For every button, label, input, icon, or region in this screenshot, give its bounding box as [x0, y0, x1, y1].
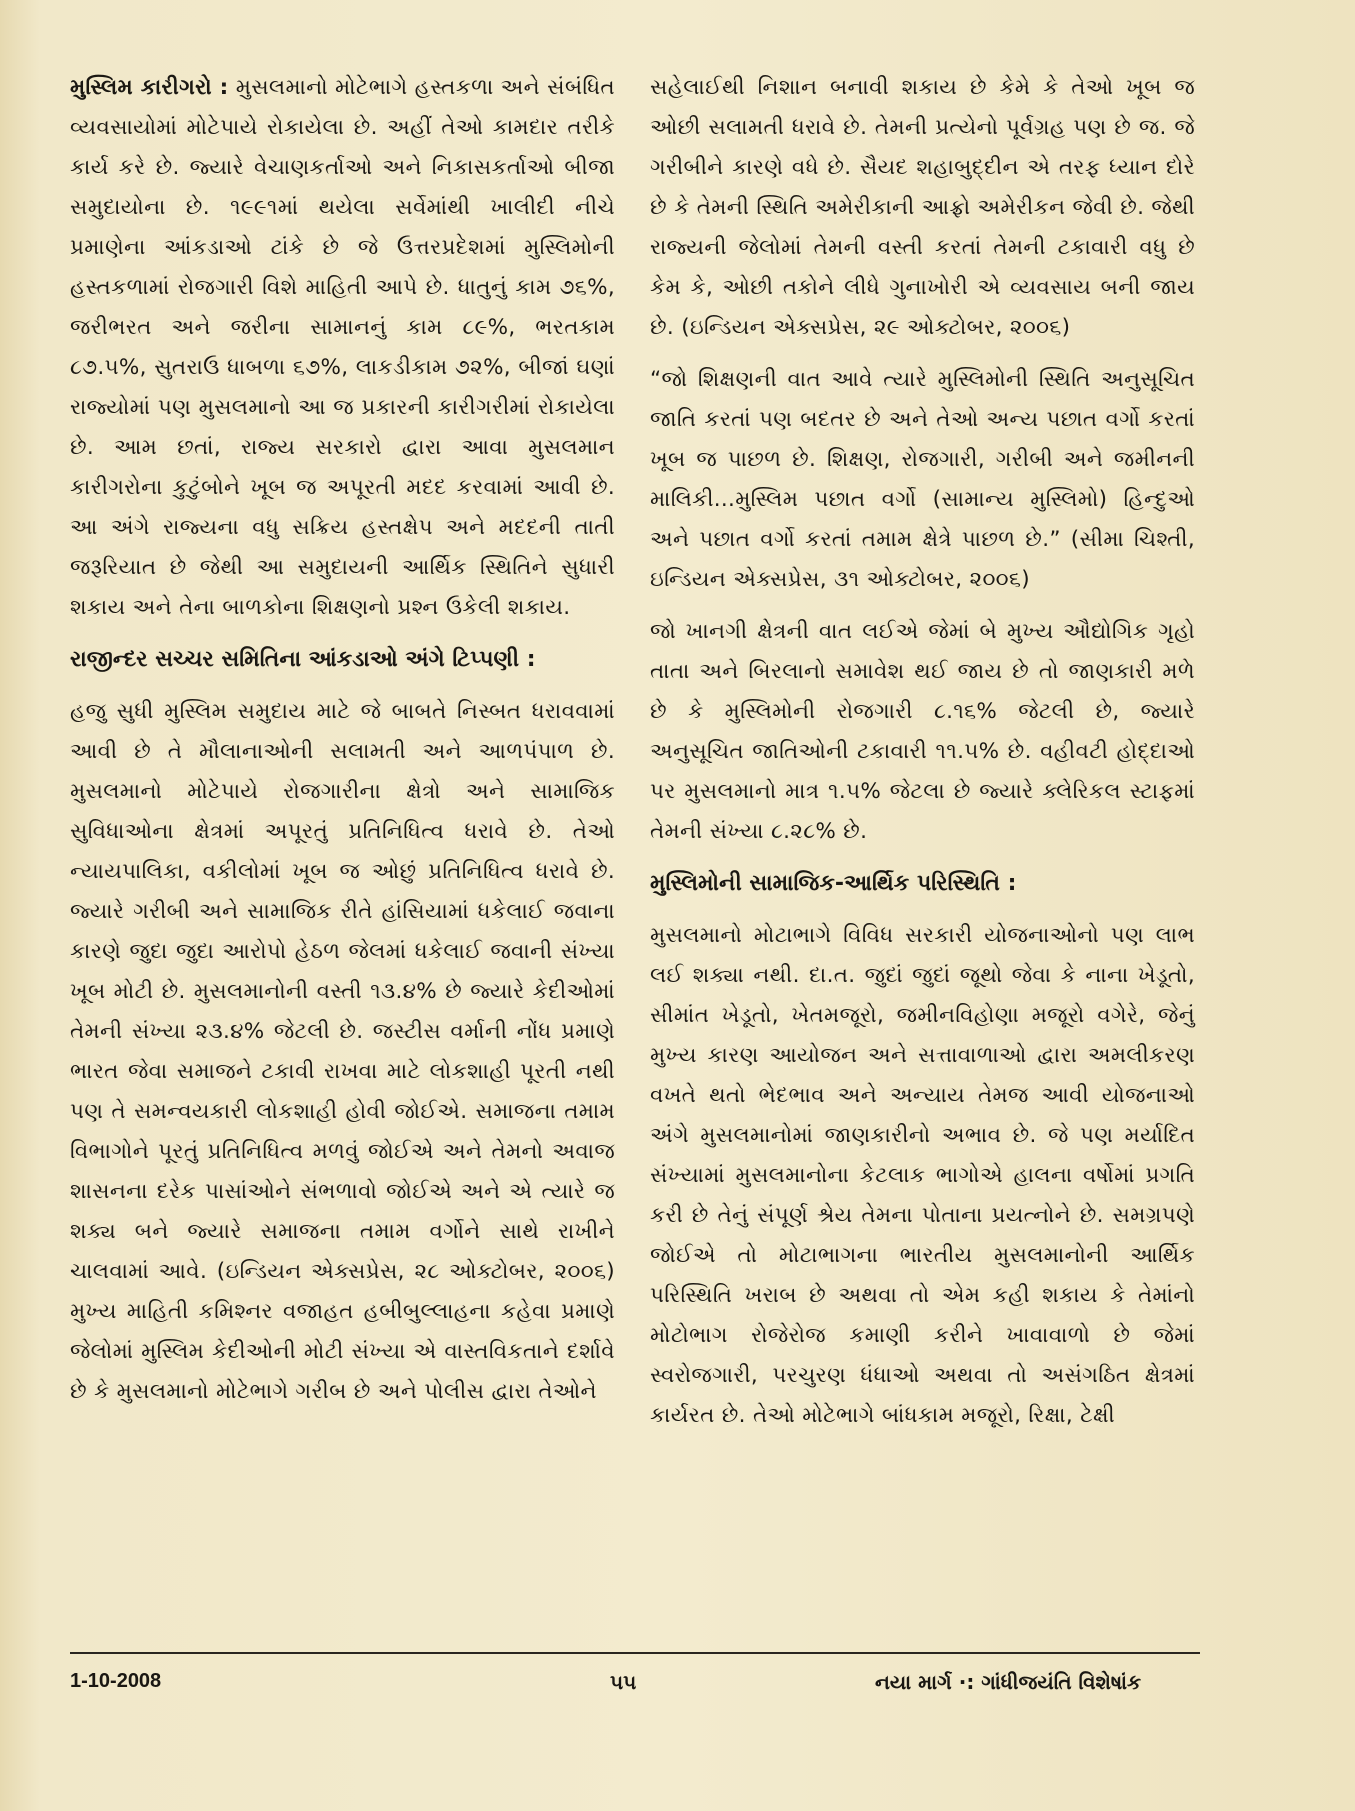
right-column [650, 68, 1195, 1448]
paragraph-education-quote: “જો શિક્ષણની વાત આવે ત્યારે મુસ્લિમોની સ્થિતિ અનુસૂચિત જાતિ કરતાં પણ બદતર છે અને તેઓ અન્ય પછાત વર્ગો કરતાં ખૂબ જ પાછળ છે. શિક્ષણ, રોજગારી, ગરીબી અને જમીનની માલિકી...મુસ્લિમ પછાત વર્ગો (સામાન્ય મુસ્લિમો) હિન્દુઓ અને પછાત વર્ગો કરતાં તમામ ક્ષેત્રે પાછળ છે.” (સીમા ચિશ્તી, ઇન્ડિયન એક્સપ્રેસ, ૩૧ ઓક્ટોબર, ૨૦૦૬) [650, 367, 1195, 592]
issue-date: 1-10-2008 [70, 1670, 162, 1692]
paragraph-sachar: હજુ સુધી મુસ્લિમ સમુદાય માટે જે બાબતે નિસ્બત ધરાવવામાં આવી છે તે મૌલાનાઓની સલામતી અને આળપંપાળ છે. મુસલમાનો મોટેપાયે રોજગારીના ક્ષેત્રો અને સામાજિક સુવિધાઓના ક્ષેત્રમાં અપૂરતું પ્રતિનિધિત્વ ધરાવે છે. તેઓ ન્યાયપાલિકા, વકીલોમાં ખૂબ જ ઓછું પ્રતિનિધિત્વ ધરાવે છે. જ્યારે ગરીબી અને સામાજિક રીતે હાંસિયામાં ધકેલાઈ જવાના કારણે જુદા જુદા આરોપો હેઠળ જેલમાં ધકેલાઈ જવાની સંખ્યા ખૂબ મોટી છે. મુસલમાનોની વસ્તી ૧૩.૪% છે જ્યારે કેદીઓમાં તેમની સંખ્યા ૨૩.૪% જેટલી છે. જસ્ટીસ વર્માની નોંધ પ્રમાણે ભારત જેવા સમાજને ટકાવી રાખવા માટે લોકશાહી પૂરતી નથી પણ તે સમન્વયકારી લોકશાહી હોવી જોઈએ. સમાજના તમામ વિભાગોને પૂરતું પ્રતિનિધિત્વ મળવું જોઈએ અને તેમનો અવાજ શાસનના દરેક પાસાંઓને સંભળાવો જોઈએ અને એ ત્યારે જ શક્ય બને જ્યારે સમાજના તમામ વર્ગોને સાથે રાખીને ચાલવામાં આવે. (ઇન્ડિયન એક્સપ્રેસ, ૨૮ ઓક્ટોબર, ૨૦૦૬) મુખ્ય માહિતી કમિશ્નર વજાહત હબીબુલ્લાહના કહેવા પ્રમાણે જેલોમાં મુસ્લિમ કેદીઓની મોટી સંખ્યા એ વાસ્તવિકતાને દર્શાવે છે કે મુસલમાનો મોટેભાગે ગરીબ છે અને પોલીસ દ્વારા તેઓને [70, 699, 615, 1404]
left-column [70, 68, 615, 1424]
sachar-committee-heading: રાજીન્દર સચ્ચર સમિતિના આંકડાઓ અંગે ટિપ્પણી : [70, 647, 536, 672]
artisans-lead: મુસ્લિમ કારીગરો : [70, 75, 229, 100]
footer-divider [70, 1652, 1200, 1654]
page-number: ૫૫ [610, 1670, 637, 1694]
paragraph-target: સહેલાઈથી નિશાન બનાવી શકાય છે કેમે કે તેઓ ખૂબ જ ઓછી સલામતી ધરાવે છે. તેમની પ્રત્યેનો પૂર્વગ્રહ પણ છે જ. જે ગરીબીને કારણે વધે છે. સૈયદ શહાબુદ્દીન એ તરફ ધ્યાન દોરે છે કે તેમની સ્થિતિ અમેરીકાની આફ્રો અમેરીકન જેવી છે. જેથી રાજ્યની જેલોમાં તેમની વસ્તી કરતાં તેમની ટકાવારી વધુ છે કેમ કે, ઓછી તકોને લીધે ગુનાખોરી એ વ્યવસાય બની જાય છે. (ઇન્ડિયન એક્સપ્રેસ, ૨૯ ઓક્ટોબર, ૨૦૦૬) [650, 75, 1195, 340]
socio-economic-heading: મુસ્લિમોની સામાજિક-આર્થિક પરિસ્થિતિ : [650, 871, 1017, 896]
paragraph-artisans [70, 68, 615, 628]
publication-title: નયા માર્ગ ·: ગાંધીજયંતિ વિશેષાંક [875, 1670, 1142, 1694]
paragraph-private-sector: જો ખાનગી ક્ષેત્રની વાત લઈએ જેમાં બે મુખ્ય ઔદ્યોગિક ગૃહો તાતા અને બિરલાનો સમાવેશ થઈ જાય છે તો જાણકારી મળે છે કે મુસ્લિમોની રોજગારી ૮.૧૬% જેટલી છે, જ્યારે અનુસૂચિત જાતિઓની ટકાવારી ૧૧.૫% છે. વહીવટી હોદ્દાઓ પર મુસલમાનો માત્ર ૧.૫% જેટલા છે જ્યારે ક્લેરિકલ સ્ટાફમાં તેમની સંખ્યા ૮.૨૮% છે. [650, 619, 1195, 844]
artisans-text: મુસલમાનો મોટેભાગે હસ્તકળા અને સંબંધિત વ્યવસાયોમાં મોટેપાયે રોકાયેલા છે. અહીં તેઓ કામદાર તરીકે કાર્ય કરે છે. જ્યારે વેચાણકર્તાઓ અને નિકાસકર્તાઓ બીજા સમુદાયોના છે. ૧૯૯૧માં થયેલા સર્વેમાંથી ખાલીદી નીચે પ્રમાણેના આંકડાઓ ટાંકે છે જે ઉત્તરપ્રદેશમાં મુસ્લિમોની હસ્તકળામાં રોજગારી વિશે માહિતી આપે છે. ધાતુનું કામ ૭૬%, જરીભરત અને જરીના સામાનનું કામ ૮૯%, ભરતકામ ૮૭.૫%, સુતરાઉ ધાબળા ૬૭%, લાકડીકામ ૭૨%, બીજાં ઘણાં રાજ્યોમાં પણ મુસલમાનો આ જ પ્રકારની કારીગરીમાં રોકાયેલા છે. આમ છતાં, રાજ્ય સરકારો દ્વારા આવા મુસલમાન કારીગરોના કુટુંબોને ખૂબ જ અપૂરતી મદદ કરવામાં આવી છે. આ અંગે રાજ્યના વધુ સક્રિય હસ્તક્ષેપ અને મદદની તાતી જરૂરિયાત છે જેથી આ સમુદાયની આર્થિક સ્થિતિને સુધારી શકાય અને તેના બાળકોના શિક્ષણનો પ્રશ્ન ઉકેલી શકાય. [70, 75, 615, 620]
paragraph-socio-economic: મુસલમાનો મોટાભાગે વિવિધ સરકારી યોજનાઓનો પણ લાભ લઈ શક્યા નથી. દા.ત. જુદાં જુદાં જૂથો જેવા કે નાના ખેડૂતો, સીમાંત ખેડૂતો, ખેતમજૂરો, જમીનવિહોણા મજૂરો વગેરે, જેનું મુખ્ય કારણ આયોજન અને સત્તાવાળાઓ દ્વારા અમલીકરણ વખતે થતો ભેદભાવ અને અન્યાય તેમજ આવી યોજનાઓ અંગે મુસલમાનોમાં જાણકારીનો અભાવ છે. જે પણ મર્યાદિત સંખ્યામાં મુસલમાનોના કેટલાક ભાગોએ હાલના વર્ષોમાં પ્રગતિ કરી છે તેનું સંપૂર્ણ શ્રેય તેમના પોતાના પ્રયત્નોને છે. સમગ્રપણે જોઈએ તો મોટાભાગના ભારતીય મુસલમાનોની આર્થિક પરિસ્થિતિ ખરાબ છે અથવા તો એમ કહી શકાય કે તેમાંનો મોટોભાગ રોજેરોજ કમાણી કરીને ખાવાવાળો છે જેમાં સ્વરોજગારી, પરચુરણ ધંધાઓ અથવા તો અસંગઠિત ક્ષેત્રમાં કાર્યરત છે. તેઓ મોટેભાગે બાંધકામ મજૂરો, રિક્ષા, ટેક્ષી [650, 923, 1195, 1428]
